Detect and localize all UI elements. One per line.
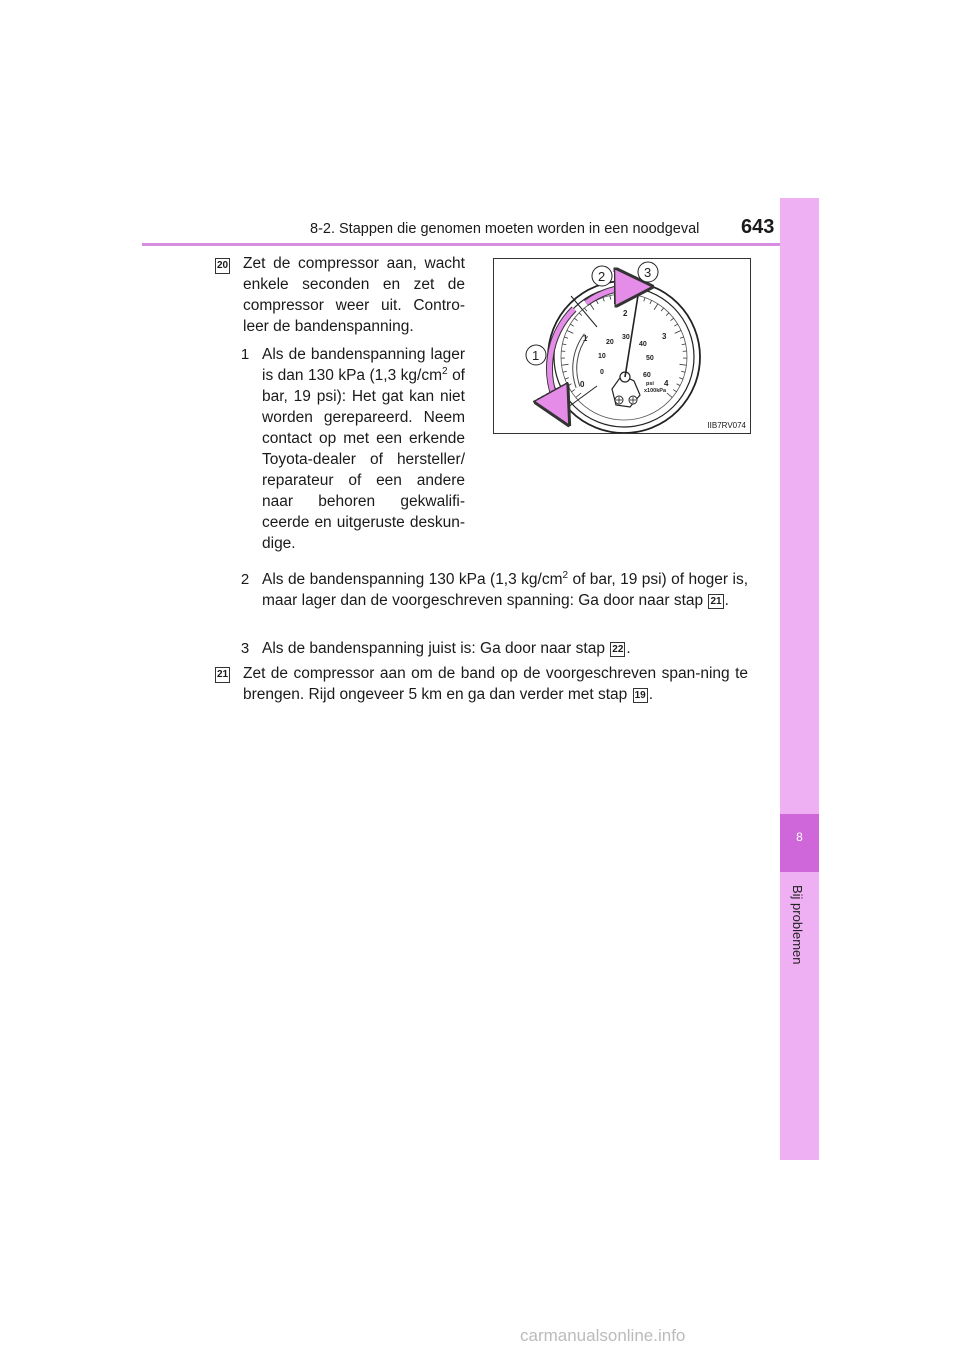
item-3-text-a: Als de bandenspanning juist is: Ga door naar stap (262, 640, 610, 657)
chapter-number: 8 (796, 830, 803, 844)
side-tab (780, 198, 819, 1160)
step-21-text-b: . (648, 686, 654, 703)
psi-label-10: 10 (598, 353, 606, 360)
callout-3: 3 (644, 265, 652, 280)
bar-label-1: 1 (583, 334, 588, 343)
item-1-marker: 1 (240, 346, 250, 363)
header-rule (142, 243, 819, 246)
psi-label-50: 50 (646, 355, 654, 362)
step-20-text: Zet de compressor aan, wacht enkele seconden en zet de compressor weer uit. Contro-leer de bandenspanning. (243, 255, 465, 335)
item-3-marker: 3 (240, 640, 250, 657)
psi-label-60: 60 (643, 372, 651, 379)
item-3-text-b: . (626, 640, 631, 657)
psi-label-0: 0 (600, 369, 604, 376)
item-2-step-ref: 21 (710, 596, 722, 607)
figure-code: IIB7RV074 (707, 421, 746, 430)
pressure-gauge-drawing (494, 259, 750, 433)
item-2-text (262, 569, 748, 611)
bar-label-2: 2 (623, 309, 628, 318)
item-3-text (262, 638, 748, 659)
item-1-text-b: of bar, 19 psi): Het gat kan niet worden gerepareerd. Neem contact op met een erkende Toyota-dealer of hersteller/ reparateur of een andere naar behoren gekwalifi-ceerde en uitgeruste deskun-dige. (262, 367, 465, 552)
item-1-text (262, 344, 465, 554)
step-21-badge: 21 (215, 667, 230, 683)
item-2-sup: 2 (562, 569, 569, 581)
item-1-text-a: Als de bandenspanning lager is dan 130 kPa (1,3 kg/cm (262, 346, 465, 384)
page-number: 643 (741, 216, 775, 238)
bar-label-0: 0 (580, 380, 585, 389)
header-title: 8-2. Stappen die genomen moeten worden in een noodgeval (310, 221, 700, 237)
bar-label-4: 4 (664, 379, 669, 388)
figure-tire-pressure-gauge (493, 258, 751, 434)
psi-label-30: 30 (622, 334, 630, 341)
step-21-text (243, 663, 748, 705)
chapter-title: Bij problemen (790, 885, 805, 965)
item-3-step-ref: 22 (612, 644, 624, 655)
step-21-step-ref: 19 (634, 690, 646, 701)
psi-label-40: 40 (639, 341, 647, 348)
item-1-sup: 2 (442, 365, 448, 377)
psi-label-20: 20 (606, 339, 614, 346)
item-2-text-a: Als de bandenspanning 130 kPa (1,3 kg/cm (262, 571, 563, 588)
item-2-text-b: of bar, 19 psi) of hoger is, maar lager dan de voorgeschreven spanning: Ga door naar stap (262, 571, 748, 609)
step-21-text-a: Zet de compressor aan om de band op de voorgeschreven span-ning te brengen. Rijd ongeveer 5 km en ga dan verder met stap (243, 665, 748, 703)
callout-2: 2 (598, 269, 606, 284)
watermark: carmanualsonline.info (520, 1326, 686, 1345)
item-2-text-c: . (724, 592, 729, 609)
step-20-badge: 20 (215, 258, 230, 274)
bar-label-3: 3 (662, 332, 667, 341)
unit-psi: psi (646, 381, 654, 387)
item-2-marker: 2 (240, 571, 250, 588)
unit-kpa: x100kPa (644, 388, 667, 394)
callout-1: 1 (532, 348, 540, 363)
